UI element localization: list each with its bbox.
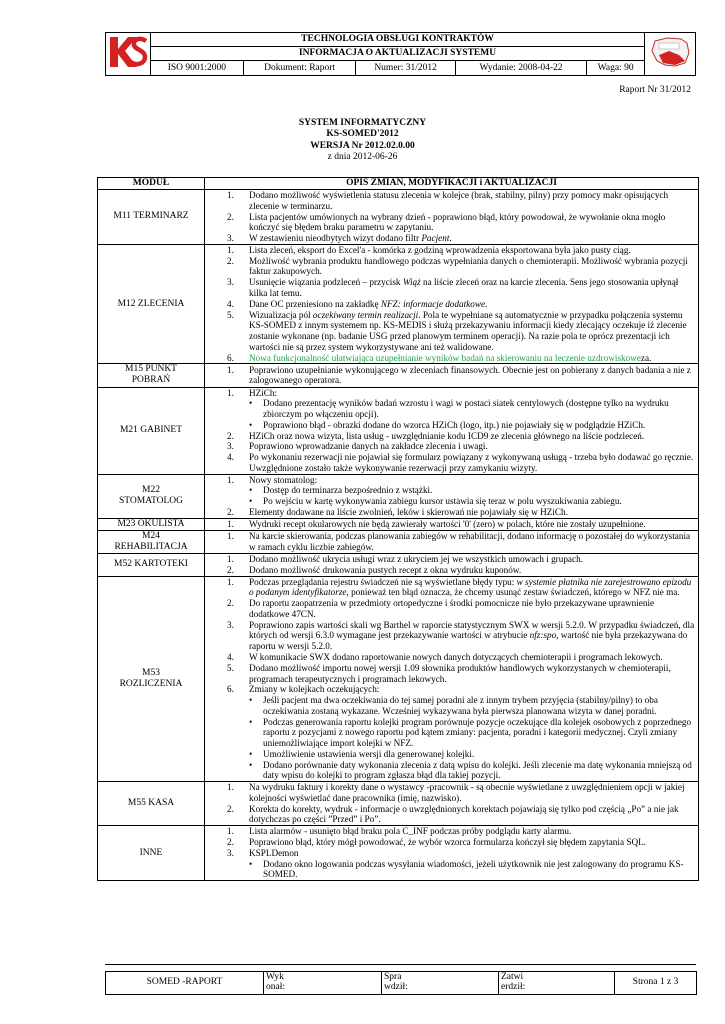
module-description [205,190,699,245]
table-row [98,387,699,474]
footer-checked-by: Spra wdził: [382,972,499,995]
bullet-item: • Jeśli pacjent ma dwa oczekiwania do tej samej poradni ale z innym trybem przyjęcia (stabilny/pilny) to oba oczekiwania zostaną wykazane. Wcześniej wykazywana była pierwsza planowana wizyta w danej poradni. [249,695,696,717]
list-item: 2. Korekta do korekty, wydruk - informacje o uwzględnionych korektach pojawiają się tylko pod częścią „Po” a nie jak dotychczas po części ”Przed” i Po”. [227,803,679,825]
doc-issued: Wydanie: 2008-04-22 [455,61,586,76]
table-row [98,576,699,782]
module-name: M11 TERMINARZ [98,190,205,245]
table-row [98,474,699,518]
header-title-2: INFORMACJA O AKTUALIZACJI SYSTEMU [151,47,645,61]
list-item: 2. Poprawiono błąd, który mógł powodować, że wybór wzorca formularza kończył się błędem zapytania SQL. [227,837,646,847]
list-item: 2. Do raportu zaopatrzenia w przedmioty ortopedyczne i środki pomocnicze nie było przekazywane uprawnienie dodatkowe 47CN. [227,598,655,619]
list-item: 5. Wizualizacja pól oczekiwany termin realizacji. Pola te wypełniane są automatycznie w przypadku połączenia systemu KS-SOMED z innym systemem np. KS-MEDIS i służą przekazywaniu informacji kiedy zlecający oczekuje iż zlecenie zostanie wykonane (np. badanie USG przed planowym terminem operacji). Na razie pola te oprócz prezentacji ich wartości nie są przez system wykorzystywane ani też walidowane. [227,309,687,352]
table-row [98,554,699,577]
list-item: 1. Wydruki recept okularowych nie będą zawierały wartości '0' (zero) w polach, które nie zostały uzupełnione. [227,518,646,529]
list-item: 1. Nowy stomatolog: [227,474,318,485]
table-row [98,826,699,881]
module-description [205,530,699,553]
table-header-row [98,178,699,190]
table-row [98,518,699,530]
module-description [205,387,699,474]
title-line-3: WERSJA Nr 2012.02.0.00 [310,140,415,151]
module-name: M23 OKULISTA [98,518,205,530]
document-titles [0,118,725,164]
module-name: M55 KASA [98,782,205,826]
footer-page: Strona 1 z 3 [615,972,697,995]
list-item: 1. Dodano możliwość wyświetlenia statusu zlecenia w kolejce (brak, stabilny, pilny) przy pomocy makr opisujących zlecenie w terminarzu. [227,190,669,211]
table-row [98,530,699,553]
module-description [205,244,699,363]
document-footer [105,971,697,995]
list-item: 4. Dane OC przeniesiono na zakładkę NFZ: informacje dodatkowe. [227,298,488,309]
table-row [98,364,699,387]
module-description [205,782,699,826]
document-header [105,32,696,76]
iso-label: ISO 9001:2000 [151,61,244,76]
bullet-item: • Dodano porównanie daty wykonania zlecenia z datą wpisu do kolejki. Jeśli zlecenie ma datę wykonania mniejszą od daty wpisu do kolejki to program zgłasza błąd dla takiej pozycji. [249,760,696,782]
table-row [98,244,699,363]
module-name: M12 ZLECENIA [98,244,205,363]
module-name: M22 STOMATOLOG [98,474,205,518]
module-description [205,554,699,577]
module-description [205,518,699,530]
module-name: M21 GABINET [98,387,205,474]
doc-number: Numer: 31/2012 [356,61,455,76]
list-item: 2. HZiCh oraz nowa wizyta, lista usług - uwzględnianie kodu ICD9 ze zlecenia głównego na liście podzleceń. [227,430,645,441]
column-header-description: OPIS ZMIAN, MODYFIKACJI i AKTUALIZACJI [205,178,699,190]
list-item: 5. Dodano możliwość importu nowej wersji 1.09 słownika produktów handlowych wykorzystanych w chemioterapii, programach terapeutycznych i programach lekowych. [227,662,671,684]
ks-logo [106,33,151,76]
changes-table [97,177,699,881]
bullet-item: • Dodano okno logowania podczas wysyłania wiadomości, jeżeli użytkownik nie jest zalogowany do programu KS-SOMED. [249,859,696,881]
bullet-item: • Dodano prezentację wyników badań wzrostu i wagi w postaci siatek centylowych (dostępne tylko na wydruku zbiorczym po włączeniu opcji). [249,398,696,420]
footer-made-by: Wyk onał: [264,972,382,995]
module-description [205,474,699,518]
module-name: M53 ROZLICZENIA [98,576,205,782]
title-line-4: z dnia 2012-06-26 [327,152,398,163]
list-item: 6. Zmiany w kolejkach oczekujących: [227,684,380,695]
bullet-item: • Poprawiono błąd - obrazki dodane do wzorca HZiCh (logo, itp.) nie pojawiały się w podglądzie HZiCh. [249,420,696,431]
list-item: 3. Poprawiono wprowadzanie danych na zakładce zlecenia i uwagi. [227,441,488,452]
column-header-module: MODUŁ [98,178,205,190]
bullet-item: • Podczas generowania raportu kolejki program porównuje pozycje oczekujące dla kolejek osobowych z poprzednego raportu z pozycjami z nowego raportu pod kątem zmiany: pacjenta, poradni i kategorii medycznej. Czyli zmiany uniemożliwiające import kolejki w NFZ. [249,717,696,749]
table-row [98,190,699,245]
list-item: 1. Lista alarmów - usunięto błąd braku pola C_INF podczas próby podglądu karty alarmu. [227,826,572,837]
list-item: 1. Poprawiono uzupełnianie wykonującego w zleceniach finansowych. Obecnie jest on pobierany z danych badania a nie z zalogowanego operatora. [227,364,691,386]
list-item: 3. Usunięcie wiązania podzleceń – przycisk Wiąż na liście zleceń oraz na karcie zlecenia. Sens jego stosowania upłynął kilka lat temu. [227,277,679,298]
list-item: 1. Dodano możliwość ukrycia usługi wraz z ukryciem jej we wszystkich umowach i grupach. [227,554,583,565]
bullet-item: • Po wejściu w kartę wykonywania zabiegu kursor ustawia się teraz w polu wyszukiwania zabiegu. [249,496,696,507]
footer-separator [105,964,696,965]
doc-type: Dokument: Raport [243,61,356,76]
list-item: 2. Możliwość wybrania produktu handlowego podczas wypełniania danych o chemioterapii. Możliwość wybrania pozycji faktur zakupowych. [227,255,688,277]
header-title-1: TECHNOLOGIA OBSŁUGI KONTRAKTÓW [151,33,645,47]
list-item: 4. Po wykonaniu rezerwacji nie pojawiał się formularz powiązany z wykonywaną usługą - trzeba było dodawać go ręcznie. Uwzględnione zostało także wykonywanie rezerwacji przy zamykaniu wizyty. [227,452,694,473]
module-description [205,576,699,782]
module-name: INNE [98,826,205,881]
list-item: 3. W zestawieniu nieodbytych wizyt dodano filtr Pacjent. [227,233,452,244]
list-item: 6. Nowa funkcjonalność ułatwiająca uzupełnianie wyników badań na skierowaniu na leczenie uzdrowiskoweza. [227,352,652,363]
list-item: 2. Elementy dodawane na liście zwolnień, leków i skierowań nie pojawiały się w HZiCh. [227,507,568,517]
bullet-item: • Umożliwienie ustawienia wersji dla generowanej kolejki. [249,749,696,760]
title-line-2: KS-SOMED'2012 [326,129,399,140]
poland-map-icon [647,33,693,71]
list-item: 1. Podczas przeglądania rejestru świadczeń nie są wyświetlane błędy typu: w systemie płatnika nie zarejestrowano epizodu o podanym identyfikatorze, ponieważ ten błąd oznacza, że chcemy usunąć zestaw świadczeń, którego w NFZ nie ma. [227,576,692,598]
list-item: 1. HZiCh: [227,387,278,398]
module-description [205,826,699,881]
table-row [98,782,699,826]
module-name: M52 KARTOTEKI [98,554,205,577]
footer-approved-by: Zatwi erdził: [499,972,615,995]
list-item: 2. Dodano możliwość drukowania pustych recept z okna wydruku kuponów. [227,564,522,575]
list-item: 1. Lista zleceń, eksport do Excel'a - komórka z godziną wprowadzenia eksportowana była jako pusty ciąg. [227,244,631,255]
list-item: 3. KSPLDemon [227,847,299,858]
report-number: Raport Nr 31/2012 [619,85,691,95]
module-name: M15 PUNKT POBRAŃ [98,364,205,387]
grupa-badge [645,33,696,76]
list-item: 1. Na wydruku faktury i korekty dane o wystawcy -pracownik - są obecnie wyświetlane z uwzględnieniem opcji w jakiej kolejności wyświetlać dane pracownika (imię, nazwisko). [227,782,685,803]
ks-logo-icon [106,33,150,71]
list-item: 1. Na karcie skierowania, podczas planowania zabiegów w rehabilitacji, dodano informację o pozostałej do wykorzystania w ramach cyklu liczbie zabiegów. [227,531,691,552]
list-item: 4. W komunikacie SWX dodano raportowanie nowych danych dotyczących chemioterapii i programach lekowych. [227,651,663,662]
list-item: 2. Lista pacjentów umówionych na wybrany dzień - poprawiono błąd, który powodował, że wywołanie okna mogło kończyć się błędem braku parametru w zapytaniu. [227,211,666,233]
bullet-item: • Dostęp do terminarza bezpośrednio z wstążki. [249,485,696,496]
footer-doc: SOMED -RAPORT [106,972,264,995]
list-item: 3. Poprawiono zapis wartości skali wg Barthel w raporcie statystycznym SWX w wersji 5.2.0. W przypadku świadczeń, dla których od wersji 6.3.0 wymagane jest przekazywanie wartości w atrybucie nfz:spo, wartość nie była przekazywana do raportu w wersji 5.2.0. [227,619,695,652]
module-name: M24 REHABILITACJA [98,530,205,553]
module-description [205,364,699,387]
title-line-1: SYSTEM INFORMATYCZNY [298,118,427,128]
doc-weight: Waga: 90 [587,61,645,76]
